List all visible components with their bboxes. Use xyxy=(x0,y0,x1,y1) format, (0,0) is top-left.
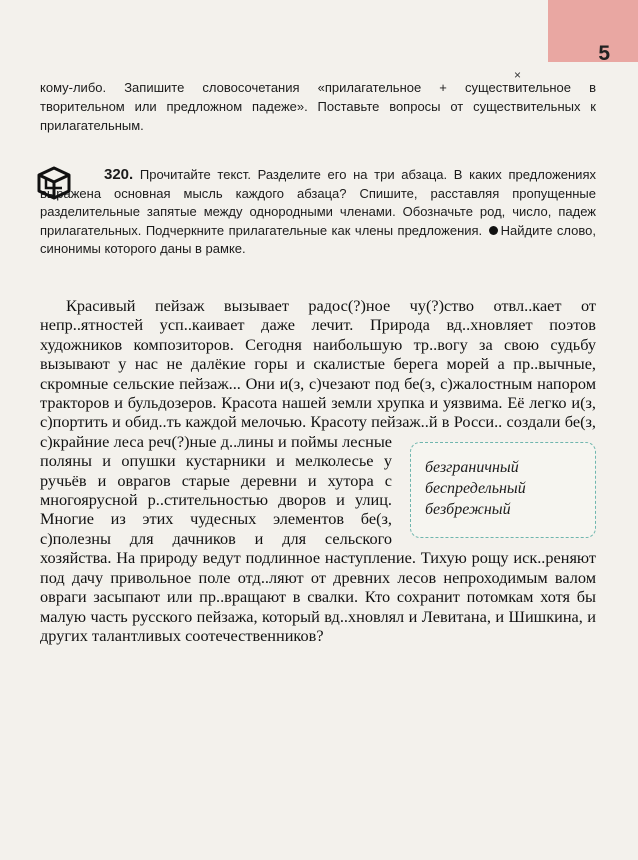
instruction-text: Прочитайте текст. Разделите его на три абзаца. В каких предложениях выражена основная мысль каждого абзаца? Спишите, расставляя пропущенные разделительные запятые между однородными членами. Обозначьте род, число, падеж прилагательных. Подчеркните прилагательные как члены предложения. xyxy=(40,167,596,238)
page-corner-tab xyxy=(548,0,638,62)
bullet-icon xyxy=(489,226,498,235)
exercise-number: 320. xyxy=(104,166,134,183)
synonym-1: безграничный xyxy=(425,458,519,476)
synonyms-box xyxy=(410,442,596,538)
text-part-1: Красивый пейзаж вызывает радос(?)ное чу(?)ство отвл..кает от непр..ятностей усп..каивает даже лечит. Природа вд..хновляет поэтов художников композиторов. Сегодня наибольшую тр..вогу за свою судьбу вызывают у нас не далёкие горы и скалистые берега морей а пр..вычные, скромные сельские пейзаж... Они и(з, с)чезают под бе(з, с)жалостным напором тракторов и бульдозеров. Красота нашей земли хрупка и уязвима. Её легко и(з, с)портить и обид..ть каждой мелочью. Красоту пейзаж..й в Росси.. создали бе(з, с) xyxy=(40,296,596,451)
text-part-2: крайние леса реч(?)ные д..лины и поймы лесные поляны и опушки кустарники и мелколесье у ручьёв и оврагов старые деревни и хутора с многоярусной р..стительностью дворов и улиц. Многие из этих чудесных элементов бе(з, с)полезны для дачников и для сельского хозяйства. На природу ведут подлинное наступление. Тихую рощу иск..реняют под дачу привольное поле отд..ляют от древних лесов непроходимым валом овраги засыпают или пр..вращают в свалки. Кто сохранит потомкам хотя бы малую часть русского пейзажа, который вд..хновлял и Левитана, и Шишкина, и других талантливых соотечественников? xyxy=(40,431,596,645)
cube-icon xyxy=(36,166,72,200)
previous-exercise-continuation: кому-либо. Запишите словосочетания «прилагательное + существительное в творительном или предложном падеже». Поставьте вопросы от существительных к прилагательным. xyxy=(40,80,596,133)
synonym-2: беспредельный xyxy=(425,479,526,497)
synonym-3: безбрежный xyxy=(425,500,511,518)
reading-text xyxy=(40,296,596,645)
page-number: 5 xyxy=(598,42,610,65)
extra-task-text: Найдите слово, синонимы которого даны в рамке. xyxy=(40,222,596,256)
x-mark: × xyxy=(514,68,522,82)
exercise-instruction xyxy=(40,166,596,259)
exercise-320 xyxy=(40,166,596,259)
